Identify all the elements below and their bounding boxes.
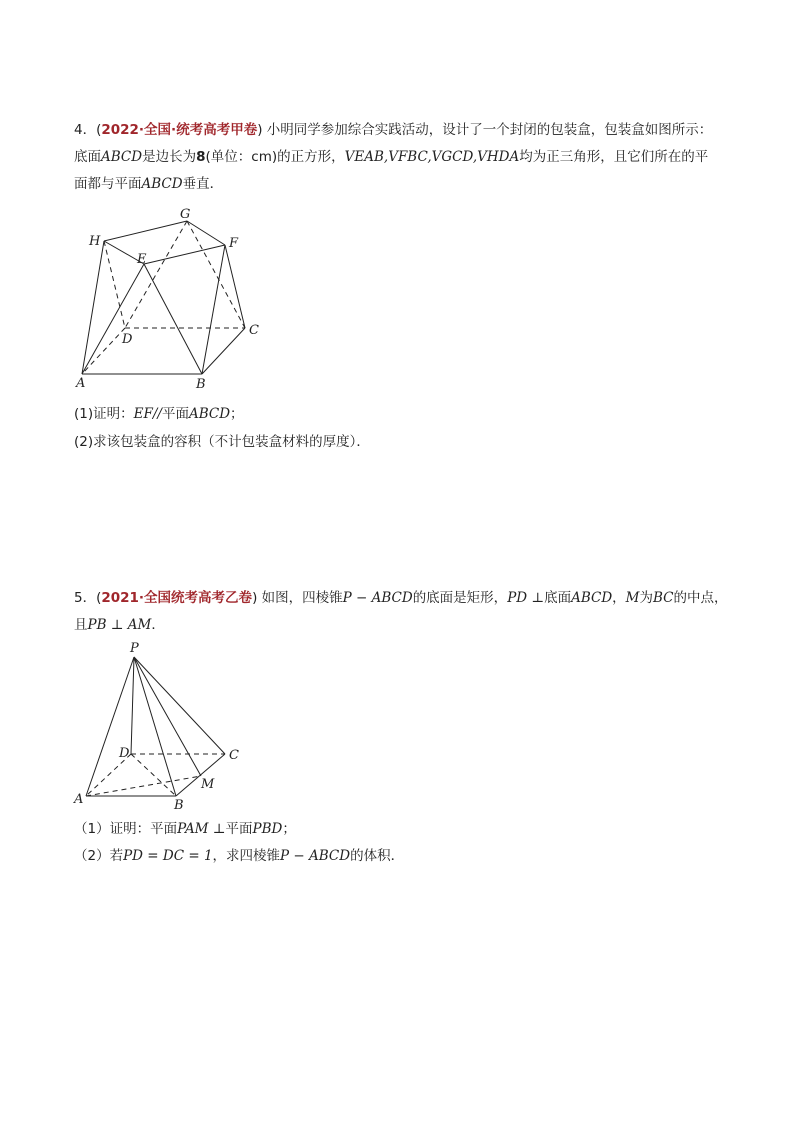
q4-label-F: F: [229, 236, 239, 251]
q4-label-B: B: [196, 377, 206, 392]
q5-label-D: D: [119, 746, 130, 761]
q5-edge-PC: [134, 657, 225, 754]
q4-label-H: H: [89, 234, 101, 249]
q4-edge-EF: [144, 245, 225, 264]
q5-source: 2021·全国统考高考乙卷: [101, 590, 253, 606]
q4-label-E: E: [137, 252, 147, 267]
q4-edge-FC: [225, 245, 245, 328]
q4-label-G: G: [180, 207, 191, 222]
q4-line-2: 底面ABCD是边长为8(单位：cm)的正方形，VEAB,VFBC,VGCD,VHDA均为正三角形，且它们所在的平: [74, 149, 709, 165]
q4-edge-HG: [104, 221, 187, 241]
q5-part-2: （2）若PD = DC = 1，求四棱锥P − ABCD的体积．: [74, 848, 405, 864]
q5-edge-PD: [131, 657, 134, 754]
q5-edge-AM: [86, 776, 201, 796]
q5-label-M: M: [201, 777, 215, 792]
q5-label-C: C: [229, 748, 239, 763]
q4-edge-GD: [125, 221, 187, 328]
q5-label-B: B: [174, 798, 184, 813]
q4-part-2: (2)求该包装盒的容积（不计包装盒材料的厚度）．: [74, 434, 370, 450]
q4-line-3: 面都与平面ABCD垂直．: [74, 176, 224, 192]
q4-label-D: D: [122, 332, 133, 347]
q5-edge-PM: [134, 657, 201, 776]
q5-edge-PA: [86, 657, 134, 796]
q4-edge-EB: [144, 264, 202, 374]
q5-line-1: 5．(2021·全国统考高考乙卷) 如图，四棱锥P − ABCD的底面是矩形，PD ⊥底面ABCD，M为BC的中点，: [74, 590, 728, 606]
q5-label-A: A: [74, 792, 84, 807]
q4-edge-BC: [202, 328, 245, 374]
q5-label-P: P: [130, 641, 139, 656]
q4-edge-GF: [187, 221, 225, 245]
q4-line-1: 4．(2022·全国·统考高考甲卷) 小明同学参加综合实践活动，设计了一个封闭的包装盒，包装盒如图所示：: [74, 122, 713, 138]
q5-part-1: （1）证明：平面PAM ⊥平面PBD；: [74, 821, 296, 837]
q4-label-A: A: [76, 376, 86, 391]
q4-source: 2022·全国·统考高考甲卷: [101, 122, 258, 138]
q4-part-1: (1)证明：EF//平面ABCD；: [74, 406, 244, 422]
q4-edge-HD: [104, 241, 125, 328]
q5-edge-PB: [134, 657, 176, 796]
q4-label-C: C: [249, 323, 259, 338]
q5-line-2: 且PB ⊥ AM．: [74, 617, 165, 633]
q4-edge-FB: [202, 245, 225, 374]
